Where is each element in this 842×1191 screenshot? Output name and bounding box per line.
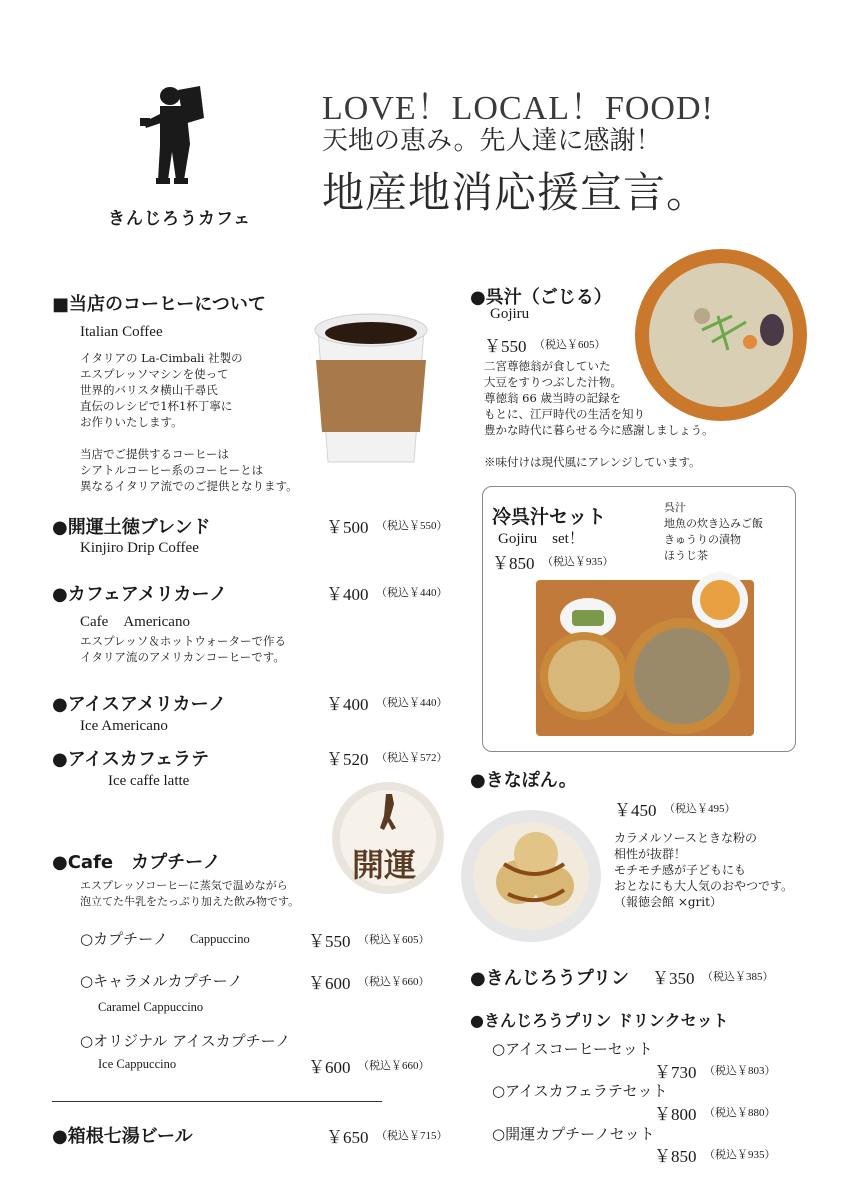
price: ￥550	[484, 337, 527, 356]
cappuccino-item: ○キャラメルカプチーノ	[80, 972, 243, 990]
coffee-about-subtitle: Italian Coffee	[80, 324, 163, 340]
price: ￥650	[326, 1128, 369, 1147]
latte-art-text: 開運	[352, 846, 417, 884]
price: ￥500	[326, 518, 369, 537]
divider	[52, 1101, 382, 1102]
menu-item-desc: エスプレッソ＆ホットウォーターで作る イタリア流のアメリカンコーヒーです。	[80, 634, 286, 664]
tax-price: （税込￥550）	[376, 520, 448, 532]
cappuccino-heading: ●Cafe カプチーノ	[52, 852, 221, 873]
menu-item-en: Cafe Americano	[80, 614, 190, 630]
coffee-about-desc1: イタリアの La-Cimbali 社製の エスプレッソマシンを使って 世界的バリスタ横山千尋氏 直伝のレシピで1杯1杯丁寧に お作りいたします。	[80, 351, 243, 429]
slogan-thanks: 天地の恵み。先人達に感謝！	[322, 126, 662, 156]
cappuccino-item-en: Cappuccino	[190, 932, 250, 946]
price: ￥400	[326, 695, 369, 714]
tax-price: （税込￥880）	[704, 1107, 776, 1119]
coffee-about-desc2: 当店でご提供するコーヒーは シアトルコーヒー系のコーヒーとは 異なるイタリア流でのご提供となります。	[80, 447, 298, 493]
cappuccino-item: ○カプチーノ	[80, 930, 168, 948]
tax-price: （税込￥385）	[702, 971, 774, 983]
coffee-cup-image	[306, 300, 436, 470]
shop-name: きんじろうカフェ	[108, 209, 252, 229]
cappuccino-item: ○オリジナル アイスカプチーノ	[80, 1032, 291, 1050]
pudding-set-item: ○アイスコーヒーセット	[492, 1040, 653, 1058]
set-contents: 呉汁 地魚の炊き込みご飯 きゅうりの漬物 ほうじ茶	[664, 501, 763, 562]
pudding-set-heading: ●きんじろうプリン ドリンクセット	[470, 1011, 729, 1030]
menu-item-en: Ice Americano	[80, 718, 168, 734]
logo	[100, 82, 270, 232]
set-en: Gojiru set！	[498, 531, 584, 547]
tax-price: （税込￥440）	[376, 697, 448, 709]
menu-item-en: Gojiru	[490, 306, 530, 322]
price: ￥450	[614, 801, 657, 820]
tax-price: （税込￥605）	[358, 934, 430, 946]
cappuccino-item-en: Ice Cappuccino	[98, 1057, 177, 1071]
price: ￥350	[652, 969, 695, 988]
menu-item-cafe-americano: ●カフェアメリカーノ	[52, 584, 228, 605]
gojiru-desc: 二宮尊徳翁が食していた 大豆をすりつぶした汁物。 尊徳翁 66 歳当時の記録を もとに、江戸時代の生活を知り 豊かな時代に暮らせる今に感謝しましょう。	[484, 359, 714, 437]
price: ￥550	[308, 932, 351, 951]
tax-price: （税込￥803）	[704, 1065, 776, 1077]
set-name: 冷呉汁セット	[492, 506, 607, 528]
price: ￥730	[654, 1063, 697, 1082]
menu-item-en: Ice caffe latte	[108, 773, 190, 789]
slogan-love-local-food: LOVE！LOCAL！FOOD!	[322, 90, 714, 127]
kinapon-image	[458, 804, 604, 944]
pudding-set-item: ○アイスカフェラテセット	[492, 1082, 668, 1100]
price: ￥850	[654, 1147, 697, 1166]
menu-item-kinapon: ●きなぽん。	[470, 770, 577, 791]
tax-price: （税込￥440）	[376, 587, 448, 599]
menu-item-gojiru: ●呉汁（ごじる）	[470, 287, 612, 308]
gojiru-note: ※味付けは現代風にアレンジしています。	[484, 455, 701, 469]
gojiru-bowl-image	[632, 246, 810, 424]
tax-price: （税込￥572）	[376, 752, 448, 764]
price: ￥850	[492, 554, 535, 573]
coffee-about-heading: ■当店のコーヒーについて	[52, 294, 266, 315]
menu-item-pudding: ●きんじろうプリン	[470, 968, 629, 989]
tax-price: （税込￥660）	[358, 1060, 430, 1072]
price: ￥600	[308, 974, 351, 993]
price: ￥800	[654, 1105, 697, 1124]
tax-price: （税込￥935）	[704, 1149, 776, 1161]
menu-item-ice-caffe-latte: ●アイスカフェラテ	[52, 749, 210, 770]
cappuccino-desc: エスプレッソコーヒーに蒸気で温めながら 泡立てた牛乳をたっぷり加えた飲み物です。	[80, 879, 300, 908]
cappuccino-item-en: Caramel Cappuccino	[98, 1000, 204, 1014]
set-tray-image	[532, 572, 758, 740]
page-title: 地産地消応援宣言。	[322, 168, 710, 217]
tax-price: （税込￥495）	[664, 803, 736, 815]
menu-item-ice-americano: ●アイスアメリカーノ	[52, 694, 227, 715]
kinapon-desc: カラメルソースときな粉の 相性が抜群！ モチモチ感が子どもにも おとなにも大人気のおやつです。 （報徳会館 ×grit）	[614, 831, 794, 909]
tax-price: （税込￥935）	[542, 556, 614, 568]
menu-item-en: Kinjiro Drip Coffee	[80, 540, 199, 556]
price: ￥400	[326, 585, 369, 604]
tax-price: （税込￥605）	[534, 339, 606, 351]
tax-price: （税込￥660）	[358, 976, 430, 988]
pudding-set-item: ○開運カプチーノセット	[492, 1125, 655, 1143]
kinjiro-silhouette-icon	[100, 82, 270, 202]
menu-item-hakone-beer: ●箱根七湯ビール	[52, 1126, 193, 1147]
tax-price: （税込￥715）	[376, 1130, 448, 1142]
price: ￥520	[326, 750, 369, 769]
price: ￥600	[308, 1058, 351, 1077]
menu-item-kaiun-blend: ●開運土徳ブレンド	[52, 517, 211, 538]
